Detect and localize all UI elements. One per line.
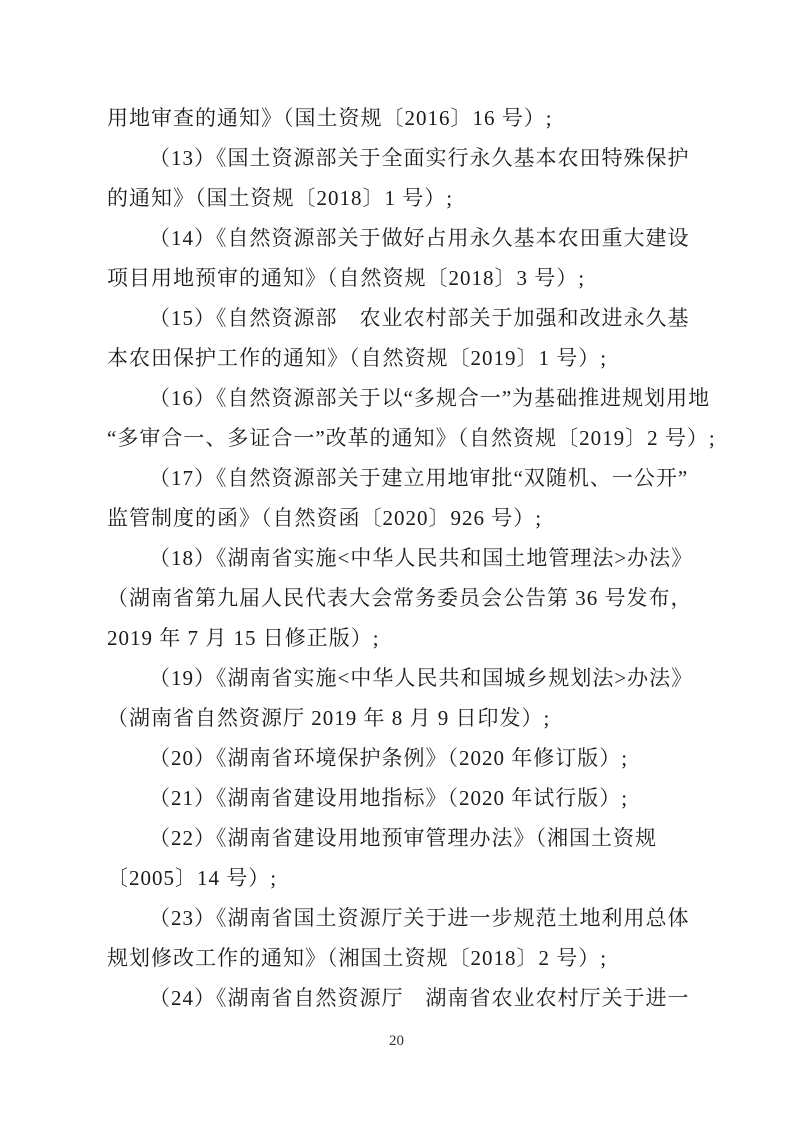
text-line: （湖南省自然资源厅 2019 年 8 月 9 日印发）; — [107, 706, 551, 730]
text-line: 监管制度的函》（自然资函〔2020〕926 号）; — [107, 506, 543, 530]
text-line: 2019 年 7 月 15 日修正版）; — [107, 626, 380, 650]
text-line: （23）《湖南省国土资源厅关于进一步规范土地利用总体 — [149, 906, 690, 930]
text-line: （21）《湖南省建设用地指标》（2020 年试行版）; — [149, 786, 629, 810]
page-number: 20 — [389, 1033, 404, 1049]
text-line: （18）《湖南省实施<中华人民共和国土地管理法>办法》 — [149, 546, 694, 570]
text-line: 〔2005〕14 号）; — [107, 866, 278, 890]
text-line: （14）《自然资源部关于做好占用永久基本农田重大建设 — [149, 226, 690, 250]
text-line: 的通知》（国土资规〔2018〕1 号）; — [107, 186, 454, 210]
text-line: （16）《自然资源部关于以“多规合一”为基础推进规划用地 — [149, 386, 711, 410]
text-line: （湖南省第九届人民代表大会常务委员会公告第 36 号发布， — [107, 586, 693, 610]
text-line: （20）《湖南省环境保护条例》（2020 年修订版）; — [149, 746, 629, 770]
body-text — [107, 98, 716, 1018]
text-line: （24）《湖南省自然资源厅 湖南省农业农村厅关于进一 — [149, 986, 690, 1010]
text-line: 项目用地预审的通知》（自然资规〔2018〕3 号）; — [107, 266, 586, 290]
text-line: 本农田保护工作的通知》（自然资规〔2019〕1 号）; — [107, 346, 608, 370]
text-line: （22）《湖南省建设用地预审管理办法》（湘国土资规 — [149, 826, 657, 850]
text-line: 用地审查的通知》（国土资规〔2016〕16 号）; — [107, 106, 553, 130]
text-line: 规划修改工作的通知》（湘国土资规〔2018〕2 号）; — [107, 946, 608, 970]
text-line: （13）《国土资源部关于全面实行永久基本农田特殊保护 — [149, 146, 690, 170]
text-line: （15）《自然资源部 农业农村部关于加强和改进永久基 — [149, 306, 690, 330]
text-line: （19）《湖南省实施<中华人民共和国城乡规划法>办法》 — [149, 666, 694, 690]
text-line: “多审合一、多证合一”改革的通知》（自然资规〔2019〕2 号）; — [107, 426, 716, 450]
text-line: （17）《自然资源部关于建立用地审批“双随机、一公开” — [149, 466, 689, 490]
